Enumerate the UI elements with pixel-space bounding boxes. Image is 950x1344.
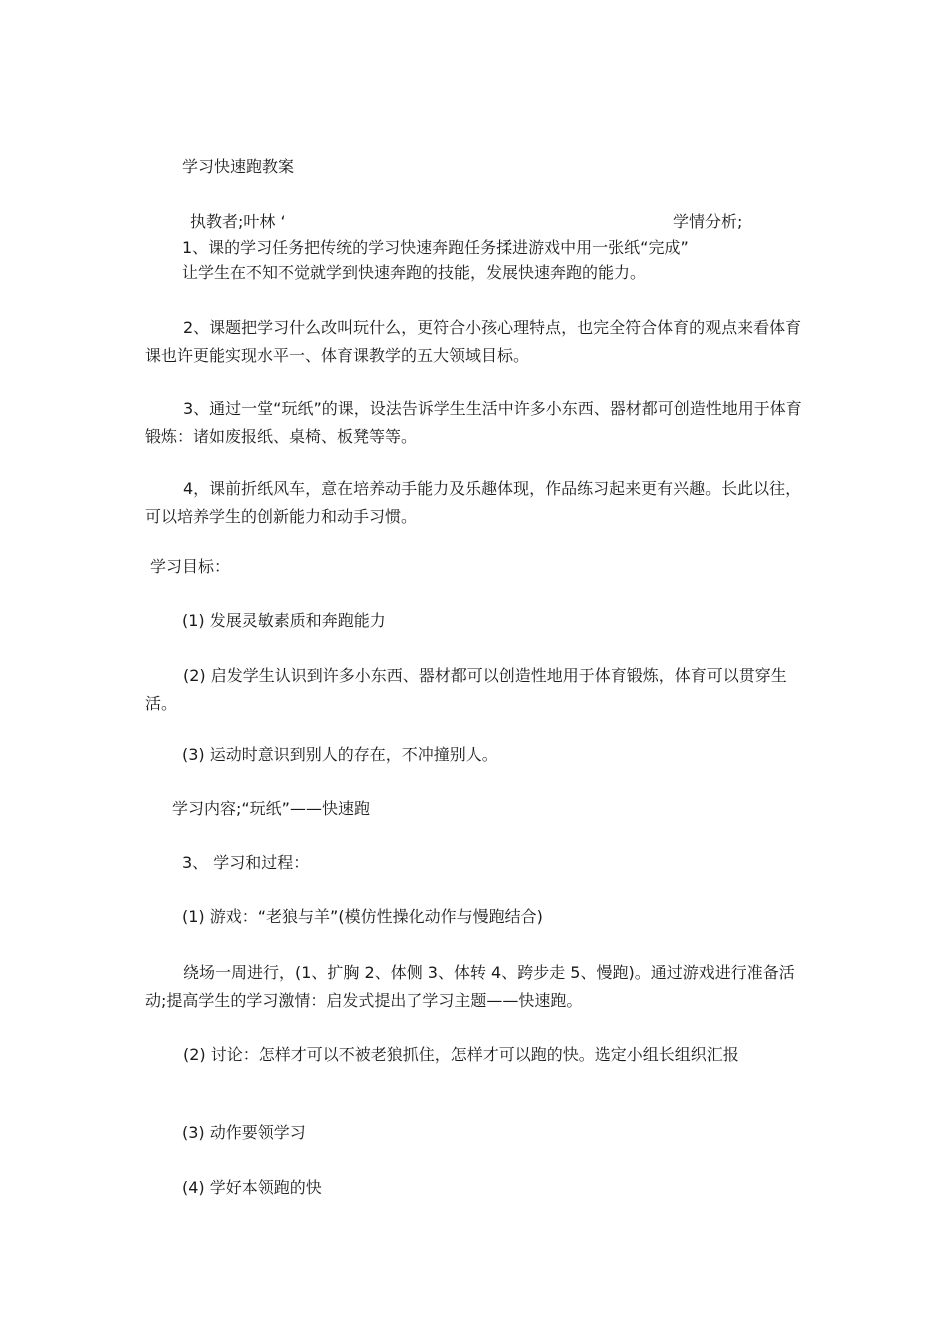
paragraph-4: 4，课前折纸风车，意在培养动手能力及乐趣体现，作品练习起来更有兴趣。长此以往，可以培养学生的创新能力和动手习惯。 bbox=[145, 479, 802, 526]
content-line: 学习内容;“玩纸”——快速跑 bbox=[172, 799, 370, 818]
goal-1: (1) 发展灵敏素质和奔跑能力 bbox=[182, 611, 386, 630]
goal-2: (2) 启发学生认识到许多小东西、器材都可以创造性地用于体育锻炼，体育可以贯穿生活。 bbox=[145, 666, 787, 713]
teacher-line: 执教者;叶林 ‘ bbox=[190, 212, 286, 231]
step-3: (3) 动作要领学习 bbox=[182, 1123, 306, 1142]
step-4: (4) 学好本领跑的快 bbox=[182, 1178, 322, 1197]
step-1-detail: 绕场一周进行，(1、扩胸 2、体侧 3、体转 4、跨步走 5、慢跑)。通过游戏进行准备活动;提高学生的学习激情：启发式提出了学习主题——快速跑。 bbox=[145, 963, 795, 1010]
step-1: (1) 游戏：“老狼与羊”(模仿性操化动作与慢跑结合) bbox=[182, 907, 543, 926]
step-2: (2) 讨论：怎样才可以不被老狼抓住，怎样才可以跑的快。选定小组长组织汇报 bbox=[183, 1045, 739, 1064]
document-title: 学习快速跑教案 bbox=[182, 157, 295, 176]
paragraph-3: 3、通过一堂“玩纸”的课，设法告诉学生生活中许多小东西、器材都可创造性地用于体育锻炼：诸如废报纸、桌椅、板凳等等。 bbox=[145, 399, 802, 446]
paragraph-2: 2、课题把学习什么改叫玩什么，更符合小孩心理特点，也完全符合体育的观点来看体育课也许更能实现水平一、体育课教学的五大领域目标。 bbox=[145, 318, 802, 365]
goals-heading: 学习目标： bbox=[150, 557, 231, 576]
process-heading: 3、 学习和过程： bbox=[182, 853, 310, 872]
goal-3: (3) 运动时意识到别人的存在，不冲撞别人。 bbox=[182, 745, 498, 764]
analysis-heading: 学情分析; bbox=[673, 212, 743, 231]
paragraph-1-line-1: 1、课的学习任务把传统的学习快速奔跑任务揉进游戏中用一张纸“完成” bbox=[182, 238, 689, 257]
paragraph-1-line-2: 让学生在不知不觉就学到快速奔跑的技能，发展快速奔跑的能力。 bbox=[182, 263, 647, 282]
